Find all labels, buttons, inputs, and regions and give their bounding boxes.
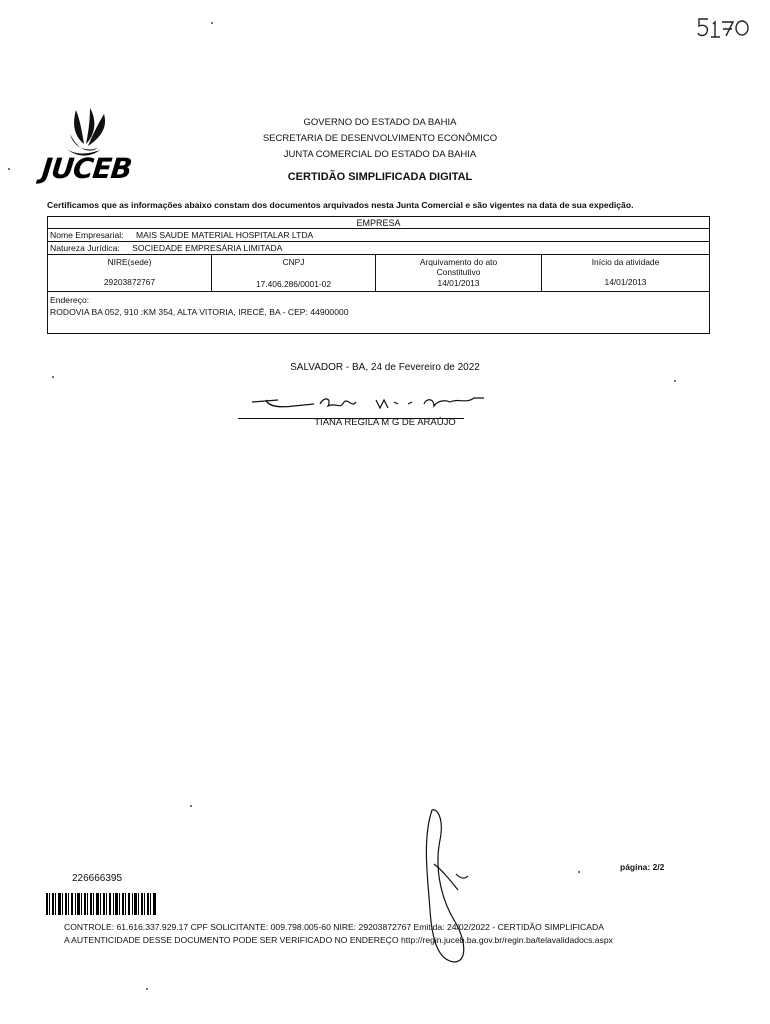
activity-start-header: Início da atividade xyxy=(591,257,660,267)
registration-grid xyxy=(47,255,710,292)
company-name-label: Nome Empresarial: xyxy=(50,230,124,240)
handwritten-page-number xyxy=(696,12,756,42)
legal-nature-value: SOCIEDADE EMPRESÁRIA LIMITADA xyxy=(132,243,283,253)
page-number: página: 2/2 xyxy=(620,862,665,872)
address-value: RODOVIA BA 052, 910 :KM 354, ALTA VITORIA, IRECÊ, BA - CEP: 44900000 xyxy=(50,307,349,317)
barcode-number: 226666395 xyxy=(72,873,123,884)
header-line-government: GOVERNO DO ESTADO DA BAHIA xyxy=(303,117,457,128)
company-name-row xyxy=(47,229,710,242)
scan-speck xyxy=(146,988,148,990)
nire-value: 29203872767 xyxy=(103,277,156,287)
cnpj-value: 17.406.286/0001-02 xyxy=(256,279,331,289)
scan-speck xyxy=(52,376,54,378)
juceb-logo-text: JUCEB xyxy=(40,152,133,185)
company-name-value: MAIS SAUDE MATERIAL HOSPITALAR LTDA xyxy=(135,230,314,240)
table-section-header: EMPRESA xyxy=(47,216,710,229)
filing-date-cell xyxy=(376,255,542,291)
nire-header: NIRE(sede) xyxy=(107,257,152,267)
header-line-secretariat: SECRETARIA DE DESENVOLVIMENTO ECONÔMICO xyxy=(262,133,498,144)
scan-speck xyxy=(190,805,192,807)
scan-speck xyxy=(578,871,580,873)
legal-nature-label: Natureza Jurídica: xyxy=(50,243,120,253)
certification-statement: Certificamos que as informações abaixo constam dos documentos arquivados nesta Junta Comercial e são vigentes na data de sua expedição. xyxy=(47,200,634,210)
scan-speck xyxy=(8,168,10,170)
signer-name: TIANA REGILA M G DE ARAÚJO xyxy=(314,417,456,428)
company-table xyxy=(47,216,710,334)
scan-speck xyxy=(674,380,676,382)
verification-line: A AUTENTICIDADE DESSE DOCUMENTO PODE SER VERIFICADO NO ENDEREÇO http://regin.juceb.ba.gov.br/regin.ba/telavalidadocs.aspx xyxy=(64,935,613,945)
activity-start-value: 14/01/2013 xyxy=(604,277,647,287)
signature-scribble xyxy=(248,388,498,416)
address-label: Endereço: xyxy=(50,295,90,305)
cnpj-cell xyxy=(212,255,376,291)
filing-date-value: 14/01/2013 xyxy=(437,278,480,288)
scan-speck xyxy=(211,22,213,24)
cnpj-header: CNPJ xyxy=(282,257,305,267)
place-and-date: SALVADOR - BA, 24 de Fevereiro de 2022 xyxy=(290,362,480,373)
legal-nature-row xyxy=(47,242,710,255)
document-title: CERTIDÃO SIMPLIFICADA DIGITAL xyxy=(287,171,473,183)
header-line-junta: JUNTA COMERCIAL DO ESTADO DA BAHIA xyxy=(283,149,477,160)
nire-cell xyxy=(48,255,212,291)
address-row xyxy=(47,292,710,334)
filing-date-header: Arquivamento do ato Constitutivo xyxy=(419,257,498,277)
control-line: CONTROLE: 61.616.337.929.17 CPF SOLICITANTE: 009.798.005-60 NIRE: 29203872767 Emitida: 24/02/2022 - CERTIDÃO SIMPLIFICADA xyxy=(64,922,604,932)
activity-start-cell xyxy=(542,255,709,291)
barcode-icon xyxy=(46,893,156,915)
